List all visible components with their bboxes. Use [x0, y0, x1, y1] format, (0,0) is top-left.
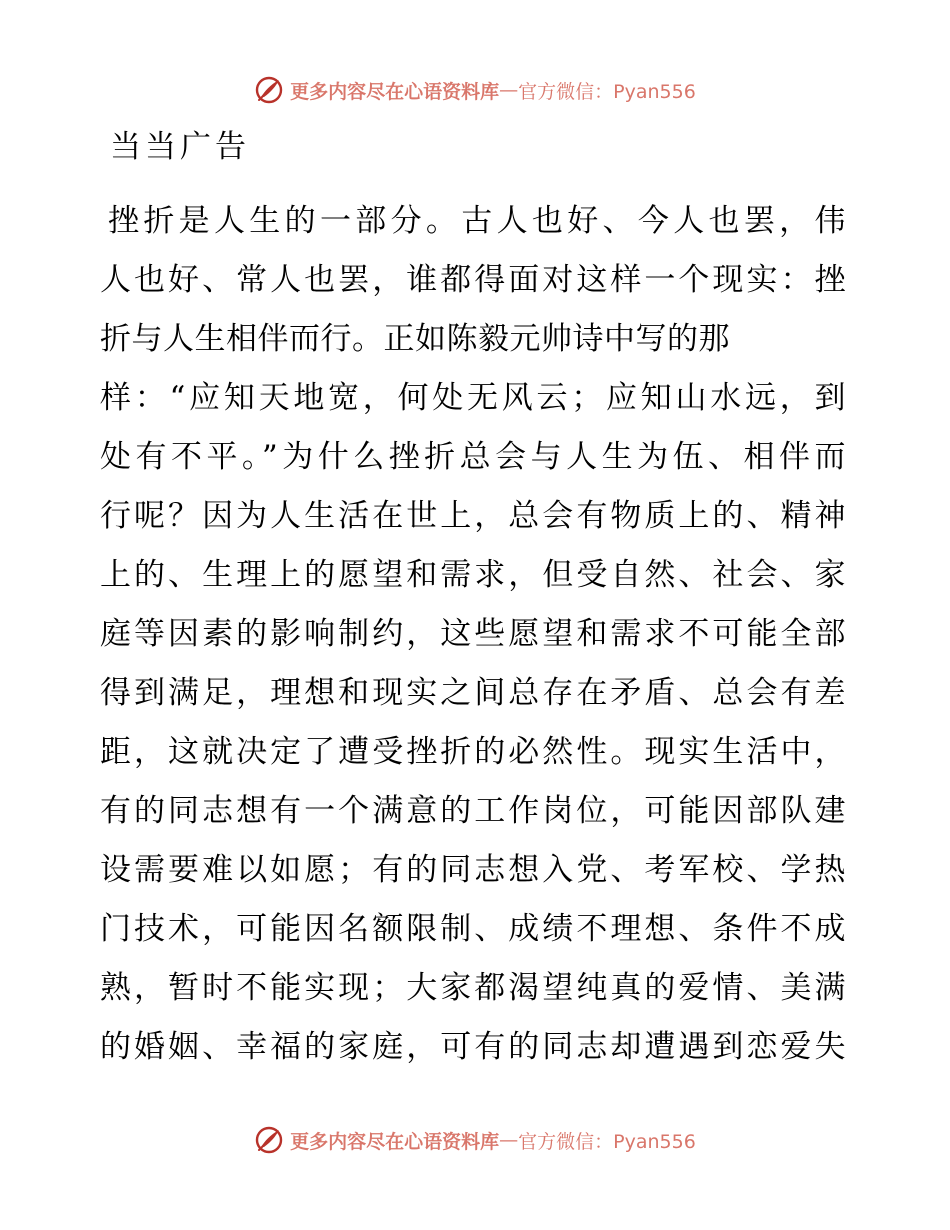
body-line: 挫折是人生的一部分。古人也好、今人也罢，伟: [108, 203, 846, 239]
body-line: 行呢？因为人生活在世上，总会有物质上的、精神: [100, 498, 846, 534]
quill-logo-icon: [254, 1125, 284, 1155]
body-line: 有的同志想有一个满意的工作岗位，可能因部队建: [100, 793, 846, 829]
body-line: 距，这就决定了遭受挫折的必然性。现实生活中，: [100, 734, 846, 770]
banner-dash: —: [499, 79, 519, 101]
body-line: 折与人生相伴而行。正如陈毅元帅诗中写的那: [100, 321, 730, 357]
body-line: 上的、生理上的愿望和需求，但受自然、社会、家: [100, 557, 846, 593]
banner-contact: 官方微信：Pyan556: [518, 1130, 696, 1153]
banner-dash: —: [499, 1129, 519, 1151]
banner-text: 更多内容尽在心语资料库: [290, 80, 500, 103]
footer-banner: [0, 1120, 950, 1160]
body-line: 样：“应知天地宽，何处无风云；应知山水远，到: [100, 380, 846, 416]
banner-contact: 官方微信：Pyan556: [518, 80, 696, 103]
document-body: [100, 192, 860, 1077]
body-line: 门技术，可能因名额限制、成绩不理想、条件不成: [100, 911, 846, 947]
body-line: 得到满足，理想和现实之间总存在矛盾、总会有差: [100, 675, 846, 711]
quill-logo-icon: [254, 75, 284, 105]
banner-text: 更多内容尽在心语资料库: [290, 1130, 500, 1153]
body-line: 人也好、常人也罢，谁都得面对这样一个现实：挫: [100, 262, 846, 298]
header-banner: [0, 70, 950, 110]
body-line: 设需要难以如愿；有的同志想入党、考军校、学热: [100, 852, 846, 888]
body-line: 庭等因素的影响制约，这些愿望和需求不可能全部: [100, 616, 846, 652]
document-title: 当当广告: [110, 129, 250, 165]
body-line: 的婚姻、幸福的家庭，可有的同志却遭遇到恋爱失: [100, 1029, 846, 1065]
body-line: 熟，暂时不能实现；大家都渴望纯真的爱情、美满: [100, 970, 846, 1006]
body-line: 处有不平。”为什么挫折总会与人生为伍、相伴而: [100, 439, 846, 475]
